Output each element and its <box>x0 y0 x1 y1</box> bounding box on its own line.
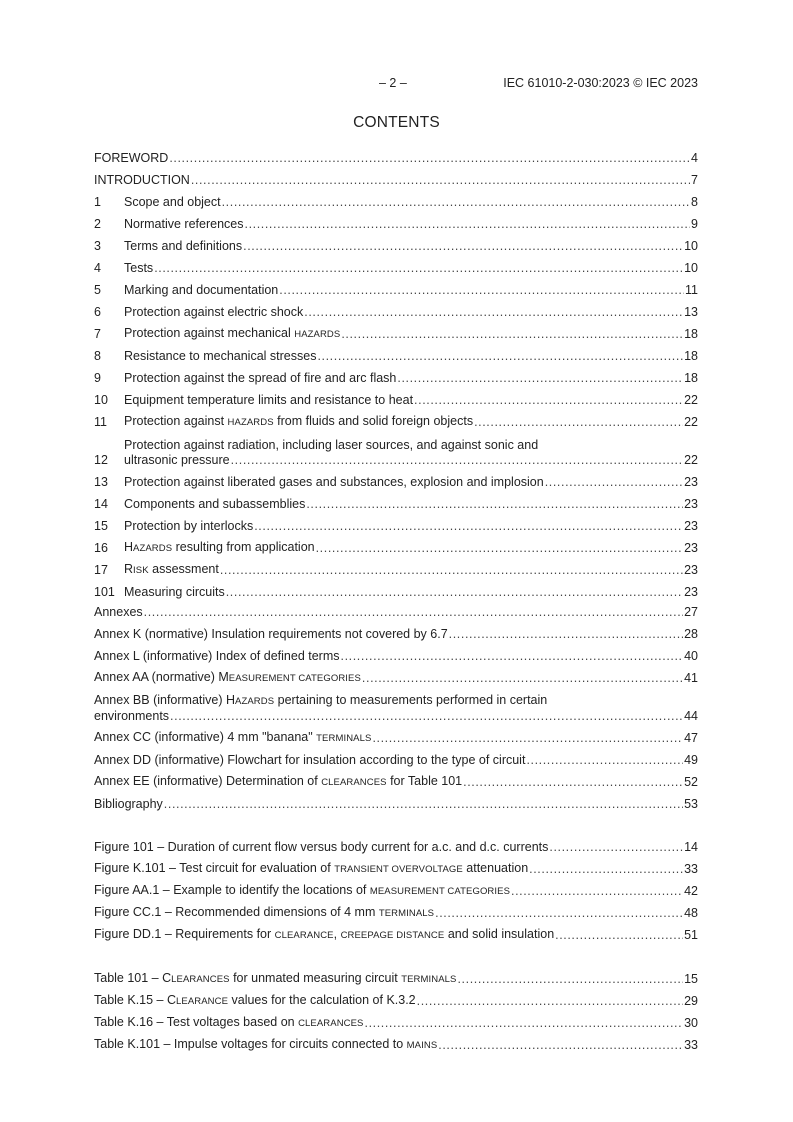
toc-entry[interactable] <box>94 364 698 386</box>
entry-text-part: Annex AA (normative) M <box>94 670 229 684</box>
clause-number: 2 <box>94 217 101 231</box>
toc-entry[interactable] <box>94 298 698 320</box>
dot-leader <box>316 541 683 556</box>
entry-text-part: for unmated measuring circuit <box>229 971 402 985</box>
toc-entry[interactable] <box>94 556 698 578</box>
dot-leader <box>529 862 683 877</box>
entry-text-part: Figure 101 – Duration of current flow versus body current for a.c. and d.c. currents <box>94 840 549 854</box>
entry-title <box>94 927 554 943</box>
page-number-ref: 13 <box>684 305 698 319</box>
toc-annex-entry[interactable] <box>94 746 698 768</box>
entry-text-part: Measuring circuits <box>124 585 225 599</box>
dot-leader <box>191 173 690 188</box>
dot-leader <box>144 605 683 620</box>
entry-text-part: Protection by interlocks <box>124 519 254 533</box>
dot-leader <box>511 884 683 899</box>
small-caps-term: MAINS <box>406 1040 438 1051</box>
entry-title <box>94 605 143 620</box>
page-number-ref: 27 <box>684 605 698 619</box>
dot-leader <box>243 239 683 254</box>
toc-table-entry[interactable] <box>94 1009 698 1031</box>
page-number-ref: 23 <box>684 475 698 489</box>
entry-title <box>124 349 316 364</box>
entry-title-line <box>124 453 698 468</box>
dot-leader <box>414 393 683 408</box>
entry-title <box>124 217 244 232</box>
clause-number: 14 <box>94 497 108 511</box>
toc-entry[interactable] <box>94 386 698 408</box>
dot-leader <box>220 563 683 578</box>
dot-leader <box>438 1038 683 1053</box>
entry-text-part: Table K.16 – Test voltages based on <box>94 1015 299 1029</box>
dot-leader <box>372 731 683 746</box>
entry-text-part: pertaining to measurements performed in certain <box>274 693 548 707</box>
toc-entry[interactable] <box>94 578 698 600</box>
clause-number: 5 <box>94 283 101 297</box>
entry-title-line <box>94 693 698 709</box>
toc-figures <box>94 833 698 943</box>
dot-leader <box>169 151 690 166</box>
clause-number: 11 <box>94 415 107 429</box>
entry-text-part: INTRODUCTION <box>94 173 190 187</box>
entry-text-part: H <box>124 540 134 554</box>
page-number-ref: 9 <box>691 217 698 231</box>
page-number-ref: 23 <box>684 585 698 599</box>
entry-text-part: , <box>333 927 341 941</box>
toc-table-entry[interactable] <box>94 987 698 1009</box>
entry-title <box>124 283 278 298</box>
clause-number: 10 <box>94 393 108 407</box>
entry-title <box>94 627 448 642</box>
page-number-ref: 33 <box>684 1038 698 1052</box>
standard-reference: IEC 61010-2-030:2023 © IEC 2023 <box>503 76 698 90</box>
dot-leader <box>254 519 683 534</box>
entry-title-line <box>94 709 698 724</box>
dot-leader <box>170 709 683 724</box>
entry-title <box>94 753 525 768</box>
entry-title <box>124 239 242 254</box>
page-number-ref: 8 <box>691 195 698 209</box>
small-caps-term: CLEARANCES <box>321 777 387 788</box>
toc-entry[interactable] <box>94 534 698 556</box>
page-number-ref: 49 <box>684 753 698 767</box>
toc-figure-entry[interactable] <box>94 899 698 921</box>
clause-number: 8 <box>94 349 101 363</box>
toc-annexes <box>94 598 698 812</box>
dot-leader <box>164 797 683 812</box>
entry-text-part: Protection against liberated gases and substances, explosion and implosion <box>124 475 544 489</box>
dot-leader <box>306 497 683 512</box>
page-number-ref: 33 <box>684 862 698 876</box>
toc-figure-entry[interactable] <box>94 877 698 899</box>
small-caps-term: HAZARDS <box>227 417 274 428</box>
entry-title <box>124 195 221 210</box>
toc-annex-entry[interactable] <box>94 724 698 746</box>
entry-title <box>124 305 303 320</box>
clause-number: 12 <box>94 453 108 467</box>
dot-leader <box>245 217 691 232</box>
entry-text-part: FOREWORD <box>94 151 169 165</box>
page-number-ref: 23 <box>684 541 698 555</box>
small-caps-term: CLEARANCES <box>298 1018 364 1029</box>
entry-text-part: Resistance to mechanical stresses <box>124 349 317 363</box>
entry-title <box>94 670 361 686</box>
entry-text-part: assessment <box>148 562 219 576</box>
entry-title-wrapped <box>94 693 698 724</box>
entry-text-part: Annex EE (informative) Determination of <box>94 774 322 788</box>
entry-text-part: values for the calculation of K.3.2 <box>228 993 416 1007</box>
entry-title <box>94 905 434 921</box>
toc-entry[interactable] <box>94 468 698 490</box>
entry-text-part: R <box>124 562 134 576</box>
page-number-ref: 4 <box>691 151 698 165</box>
toc-tables <box>94 965 698 1053</box>
toc-figure-entry[interactable] <box>94 833 698 855</box>
entry-title <box>94 173 190 188</box>
entry-text-part: Protection against the spread of fire and arc flash <box>124 371 397 385</box>
page-number-ref: 23 <box>684 519 698 533</box>
entry-text-part: Table K.15 – C <box>94 993 176 1007</box>
toc-entry[interactable] <box>94 166 698 188</box>
entry-title <box>94 1037 437 1053</box>
dot-leader <box>341 649 684 664</box>
entry-title <box>124 453 230 468</box>
entry-text-part: from fluids and solid foreign objects <box>273 414 474 428</box>
page-number-ref: 22 <box>684 393 698 407</box>
page-number-ref: 52 <box>684 775 698 789</box>
entry-title <box>94 971 456 987</box>
page-number-ref: 48 <box>684 906 698 920</box>
toc-annex-entry[interactable] <box>94 768 698 790</box>
dot-leader <box>362 671 683 686</box>
page-number-ref: 44 <box>684 709 698 723</box>
entry-title <box>124 519 253 534</box>
dot-leader <box>555 928 683 943</box>
entry-title <box>124 475 544 490</box>
dot-leader <box>279 283 684 298</box>
entry-text-part: ultrasonic pressure <box>124 453 230 467</box>
entry-title-line <box>124 438 698 453</box>
entry-text-part: Annex K (normative) Insulation requirements not covered by 6.7 <box>94 627 448 641</box>
entry-title <box>94 774 462 790</box>
entry-text-part: attenuation <box>462 861 529 875</box>
small-caps-term: LEARANCE <box>176 996 229 1007</box>
entry-text-part: Protection against <box>124 414 228 428</box>
entry-text-part: Protection against radiation, including laser sources, and against sonic and <box>124 438 539 452</box>
small-caps-term: TRANSIENT OVERVOLTAGE <box>334 864 463 875</box>
page-number-ref: 47 <box>684 731 698 745</box>
entry-text-part: environments <box>94 709 170 723</box>
dot-leader <box>526 753 683 768</box>
toc-table-entry[interactable] <box>94 965 698 987</box>
small-caps-term: ISK <box>133 565 149 576</box>
entry-text-part: Figure AA.1 – Example to identify the locations of <box>94 883 370 897</box>
entry-text-part: Protection against electric shock <box>124 305 304 319</box>
dot-leader <box>463 775 683 790</box>
page-number-ref: 11 <box>685 283 698 297</box>
page-number-ref: 10 <box>684 261 698 275</box>
entry-text-part: for Table 101 <box>386 774 463 788</box>
dot-leader <box>304 305 683 320</box>
small-caps-term: EASUREMENT CATEGORIES <box>228 673 361 684</box>
entry-title <box>124 540 315 556</box>
page-number-ref: 23 <box>684 563 698 577</box>
small-caps-term: LEARANCES <box>171 974 230 985</box>
entry-text-part: Bibliography <box>94 797 163 811</box>
small-caps-term: TERMINALS <box>316 733 372 744</box>
entry-text-part: Protection against mechanical <box>124 326 295 340</box>
toc-entry[interactable] <box>94 320 698 342</box>
entry-title <box>94 151 168 166</box>
entry-text-part: Annex L (informative) Index of defined terms <box>94 649 340 663</box>
toc-entry[interactable] <box>94 276 698 298</box>
clause-number: 7 <box>94 327 101 341</box>
toc-entry[interactable] <box>94 210 698 232</box>
entry-text-part: Table 101 – C <box>94 971 172 985</box>
dot-leader <box>397 371 683 386</box>
dot-leader <box>231 453 683 468</box>
clause-number: 9 <box>94 371 101 385</box>
page-number-ref: 14 <box>684 840 698 854</box>
small-caps-term: CREEPAGE DISTANCE <box>340 930 445 941</box>
small-caps-term: CLEARANCE <box>274 930 334 941</box>
clause-number: 3 <box>94 239 101 253</box>
toc-annex-entry[interactable] <box>94 790 698 812</box>
entry-title <box>94 730 371 746</box>
toc-entry[interactable] <box>94 254 698 276</box>
toc-entry[interactable] <box>94 144 698 166</box>
page-number-ref: 10 <box>684 239 698 253</box>
clause-number: 16 <box>94 541 108 555</box>
entry-text-part: Figure K.101 – Test circuit for evaluation of <box>94 861 335 875</box>
entry-title <box>124 371 396 386</box>
small-caps-term: MEASUREMENT CATEGORIES <box>369 886 511 897</box>
toc-entry[interactable] <box>94 430 698 468</box>
page-number-ref: 18 <box>684 349 698 363</box>
small-caps-term: AZARDS <box>235 696 275 707</box>
toc-entry[interactable] <box>94 408 698 430</box>
toc-entry[interactable] <box>94 490 698 512</box>
page-number-ref: 53 <box>684 797 698 811</box>
entry-text-part: Marking and documentation <box>124 283 279 297</box>
entry-text-part: Tests <box>124 261 154 275</box>
dot-leader <box>549 840 683 855</box>
page-number-ref: 29 <box>684 994 698 1008</box>
small-caps-term: TERMINALS <box>378 908 435 919</box>
entry-title <box>124 414 473 430</box>
entry-text-part: and solid insulation <box>444 927 555 941</box>
entry-title-wrapped <box>124 438 698 468</box>
dot-leader <box>154 261 683 276</box>
dot-leader <box>449 627 683 642</box>
page-number: – 2 – <box>379 76 407 90</box>
clause-number: 15 <box>94 519 108 533</box>
entry-title <box>94 993 416 1009</box>
page-number-ref: 23 <box>684 497 698 511</box>
dot-leader <box>417 994 683 1009</box>
dot-leader <box>365 1016 684 1031</box>
small-caps-term: HAZARDS <box>294 329 341 340</box>
page-number-ref: 41 <box>684 671 698 685</box>
entry-text-part: Equipment temperature limits and resistance to heat <box>124 393 414 407</box>
clause-number: 101 <box>94 585 115 599</box>
dot-leader <box>317 349 683 364</box>
page-number-ref: 18 <box>684 327 698 341</box>
entry-text-part: Table K.101 – Impulse voltages for circuits connected to <box>94 1037 407 1051</box>
dot-leader <box>222 195 690 210</box>
entry-title <box>124 562 219 578</box>
entry-text-part: Terms and definitions <box>124 239 243 253</box>
dot-leader <box>474 415 683 430</box>
small-caps-term: AZARDS <box>133 543 173 554</box>
entry-title <box>124 393 413 408</box>
entry-title <box>94 1015 364 1031</box>
page-number-ref: 22 <box>684 415 698 429</box>
entry-title <box>124 497 305 512</box>
entry-title <box>124 326 340 342</box>
entry-title <box>124 261 153 276</box>
page-number-ref: 42 <box>684 884 698 898</box>
toc-clauses <box>94 144 698 600</box>
entry-title <box>94 709 169 724</box>
toc-figure-entry[interactable] <box>94 921 698 943</box>
clause-number: 1 <box>94 195 101 209</box>
toc-entry[interactable] <box>94 188 698 210</box>
page-number-ref: 18 <box>684 371 698 385</box>
dot-leader <box>341 327 683 342</box>
toc-annex-entry[interactable] <box>94 598 698 620</box>
entry-text-part: Scope and object <box>124 195 221 209</box>
entry-text-part: Annex DD (informative) Flowchart for insulation according to the type of circuit <box>94 753 526 767</box>
small-caps-term: TERMINALS <box>401 974 457 985</box>
toc-table-entry[interactable] <box>94 1031 698 1053</box>
clause-number: 4 <box>94 261 101 275</box>
entry-text-part: Annexes <box>94 605 143 619</box>
entry-text-part: Normative references <box>124 217 244 231</box>
entry-text-part: Annex BB (informative) H <box>94 693 236 707</box>
toc-entry[interactable] <box>94 512 698 534</box>
toc-annex-entry[interactable] <box>94 642 698 664</box>
page-number-ref: 40 <box>684 649 698 663</box>
entry-text-part: Figure DD.1 – Requirements for <box>94 927 275 941</box>
entry-title <box>94 840 548 855</box>
entry-title <box>94 649 340 664</box>
page-header <box>94 76 698 92</box>
toc-entry[interactable] <box>94 232 698 254</box>
toc-entry[interactable] <box>94 342 698 364</box>
entry-title <box>94 861 528 877</box>
entry-text-part: Figure CC.1 – Recommended dimensions of 4 mm <box>94 905 379 919</box>
dot-leader <box>457 972 683 987</box>
page-number-ref: 28 <box>684 627 698 641</box>
dot-leader <box>435 906 683 921</box>
toc-annex-entry[interactable] <box>94 686 698 724</box>
page-number-ref: 15 <box>684 972 698 986</box>
entry-text-part: Annex CC (informative) 4 mm "banana" <box>94 730 317 744</box>
page-number-ref: 51 <box>684 928 698 942</box>
page-number-ref: 22 <box>684 453 698 467</box>
clause-number: 13 <box>94 475 108 489</box>
page-title: CONTENTS <box>353 114 440 131</box>
toc-figure-entry[interactable] <box>94 855 698 877</box>
clause-number: 6 <box>94 305 101 319</box>
toc-annex-entry[interactable] <box>94 620 698 642</box>
toc-annex-entry[interactable] <box>94 664 698 686</box>
page-number-ref: 7 <box>691 173 698 187</box>
dot-leader <box>545 475 683 490</box>
entry-title <box>94 797 163 812</box>
entry-title <box>94 883 510 899</box>
entry-text-part: Components and subassemblies <box>124 497 306 511</box>
page-number-ref: 30 <box>684 1016 698 1030</box>
entry-text-part: resulting from application <box>172 540 315 554</box>
clause-number: 17 <box>94 563 108 577</box>
